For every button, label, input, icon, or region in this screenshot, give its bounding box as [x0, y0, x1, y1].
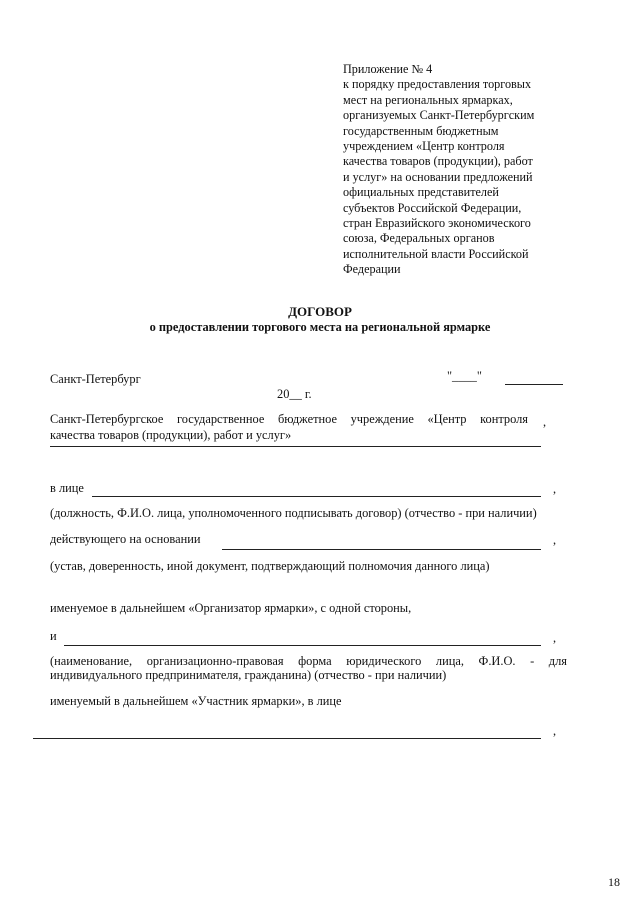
appendix-line: учреждением «Центр контроля [343, 139, 505, 154]
appendix-line: государственным бюджетным [343, 123, 499, 138]
appendix-line: официальных представителей [343, 185, 499, 200]
basis-field-line [222, 549, 541, 550]
city: Санкт-Петербург [50, 372, 141, 386]
appendix-line: качества товаров (продукции), работ [343, 154, 533, 169]
organization-underline [50, 446, 541, 447]
participant-representative-line [33, 738, 541, 739]
appendix-line: исполнительной власти Российской [343, 246, 529, 261]
organization-line-1: Санкт-Петербургское государственное бюджетное учреждение «Центр контроля [50, 412, 528, 426]
comma: , [553, 533, 557, 547]
participant-text: именуемый в дальнейшем «Участник ярмарки», в лице [50, 694, 342, 708]
basis-hint: (устав, доверенность, иной документ, подтверждающий полномочия данного лица) [50, 559, 490, 573]
organizer-text: именуемое в дальнейшем «Организатор ярмарки», с одной стороны, [50, 601, 412, 615]
appendix-line: к порядку предоставления торговых [343, 77, 532, 92]
comma: , [543, 415, 547, 429]
comma: , [553, 631, 557, 645]
date-month-line [505, 384, 563, 385]
date-day-field: "____" [447, 369, 482, 383]
participant-field-line [64, 645, 541, 646]
appendix-block [343, 62, 563, 278]
comma: , [553, 482, 557, 496]
appendix-line: организуемых Санкт-Петербургским [343, 108, 535, 123]
and-label: и [50, 629, 57, 643]
appendix-line: мест на региональных ярмарках, [343, 92, 513, 107]
participant-hint-line-2: индивидуального предпринимателя, гражданина) (отчество - при наличии) [50, 668, 447, 682]
representative-field-line [92, 496, 541, 497]
appendix-line: Федерации [343, 262, 401, 277]
appendix-line: Приложение № 4 [343, 62, 433, 76]
position-hint: (должность, Ф.И.О. лица, уполномоченного подписывать договор) (отчество - при наличии) [50, 506, 537, 520]
participant-hint-line-1: (наименование, организационно-правовая форма юридического лица, Ф.И.О. - для [50, 654, 567, 668]
v-litse-label: в лице [50, 481, 84, 495]
appendix-line: союза, Федеральных органов [343, 231, 495, 246]
document-title: ДОГОВОР [288, 304, 352, 319]
appendix-line: и услуг» на основании предложений [343, 169, 533, 184]
page-number: 18 [608, 875, 620, 889]
organization-line-2: качества товаров (продукции), работ и услуг» [50, 428, 292, 442]
appendix-line: стран Евразийского экономического [343, 216, 531, 231]
appendix-line: субъектов Российской Федерации, [343, 200, 522, 215]
comma: , [553, 724, 557, 738]
acting-basis-label: действующего на основании [50, 532, 201, 546]
document-subtitle: о предоставлении торгового места на региональной ярмарке [149, 320, 491, 334]
date-year: 20__ г. [277, 387, 312, 401]
